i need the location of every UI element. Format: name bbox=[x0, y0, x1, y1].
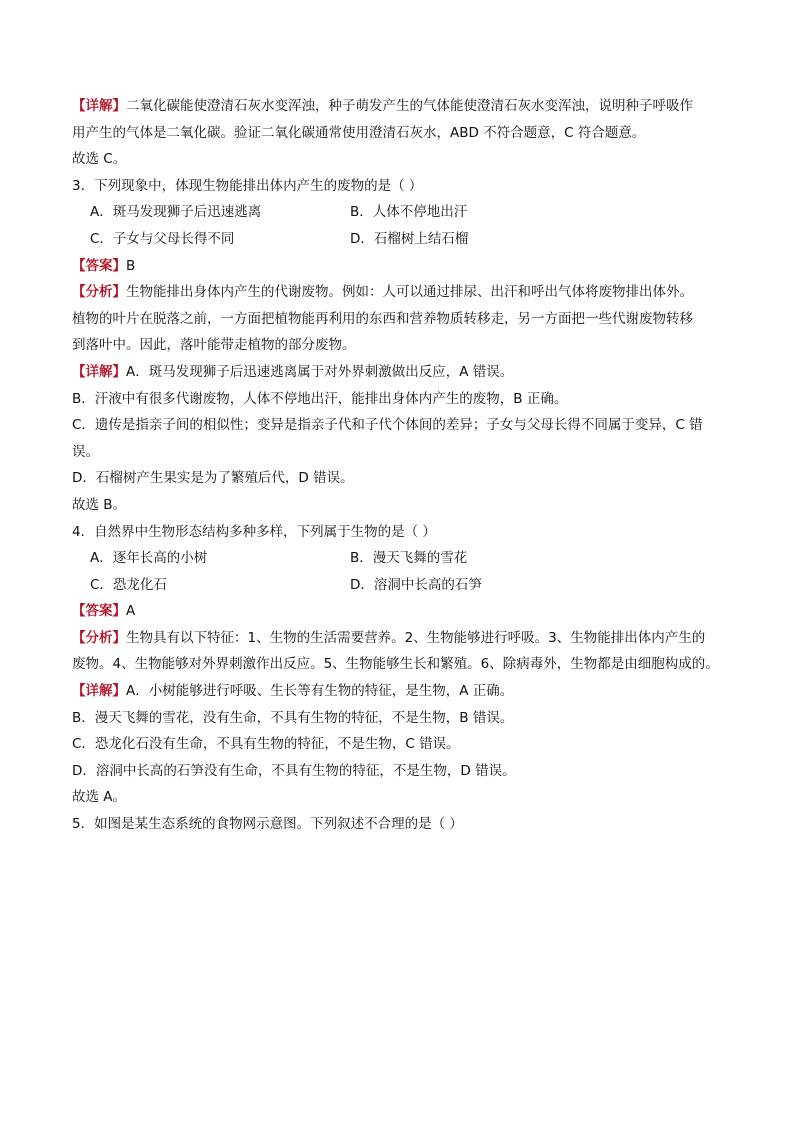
q3-option-c: C．子女与父母长得不同 bbox=[90, 230, 235, 247]
q2-explain-line-2: 用产生的气体是二氧化碳。验证二氧化碳通常使用澄清石灰水，ABD 不符合题意，C 符合题意。 bbox=[72, 124, 646, 141]
analysis-tag: 【分析】 bbox=[72, 629, 126, 646]
document-page bbox=[72, 93, 728, 838]
explain-tag: 【详解】 bbox=[72, 363, 126, 380]
answer-tag: 【答案】 bbox=[72, 257, 126, 274]
q4-analysis-text-1: 生物具有以下特征：1、生物的生活需要营养。2、生物能够进行呼吸。3、生物能排出体内产生的 bbox=[126, 629, 706, 646]
q4-option-b: B．漫天飞舞的雪花 bbox=[350, 550, 468, 567]
q4-option-c: C．恐龙化石 bbox=[90, 576, 167, 593]
q3-option-b: B．人体不停地出汗 bbox=[350, 204, 468, 221]
analysis-tag: 【分析】 bbox=[72, 284, 126, 301]
q3-options-row-2 bbox=[72, 226, 728, 253]
q3-stem: 3．下列现象中，体现生物能排出体内产生的废物的是（ ） bbox=[72, 177, 423, 194]
q3-analysis-line-2: 植物的叶片在脱落之前，一方面把植物能再利用的东西和营养物质转移走，另一方面把一些代谢废物转移 bbox=[72, 310, 693, 327]
q4-option-a: A．逐年长高的小树 bbox=[90, 550, 208, 567]
q4-analysis-line-2: 废物。4、生物能够对外界刺激作出反应。5、生物能够生长和繁殖。6、除病毒外，生物都是由细胞构成的。 bbox=[72, 656, 719, 673]
explain-tag: 【详解】 bbox=[72, 683, 126, 700]
q3-analysis-line-3: 到落叶中。因此，落叶能带走植物的部分废物。 bbox=[72, 337, 356, 354]
q4-analysis-line-1 bbox=[72, 625, 728, 652]
q4-conclusion: 故选 A。 bbox=[72, 789, 127, 806]
explain-tag: 【详解】 bbox=[72, 98, 126, 114]
q4-explain-line-c: C．恐龙化石没有生命，不具有生物的特征，不是生物，C 错误。 bbox=[72, 736, 460, 753]
q3-analysis-line-1 bbox=[72, 279, 728, 306]
q3-conclusion: 故选 B。 bbox=[72, 496, 127, 513]
q3-options-row-1 bbox=[72, 199, 728, 226]
q3-answer-value: B bbox=[126, 257, 136, 274]
q3-analysis-text-1: 生物能排出身体内产生的代谢废物。例如：人可以通过排尿、出汗和呼出气体将废物排出体外。 bbox=[126, 284, 693, 301]
q4-explain-line-a bbox=[72, 678, 728, 705]
q3-answer bbox=[72, 253, 728, 280]
q4-options-row-1 bbox=[72, 545, 728, 572]
q4-answer bbox=[72, 598, 728, 625]
q3-option-d: D．石榴树上结石榴 bbox=[350, 230, 469, 247]
q4-option-d: D．溶洞中长高的石笋 bbox=[350, 576, 482, 593]
q5-stem: 5．如图是某生态系统的食物网示意图。下列叙述不合理的是（ ） bbox=[72, 816, 463, 833]
q2-conclusion: 故选 C。 bbox=[72, 151, 127, 168]
q3-explain-text-a: A．斑马发现狮子后迅速逃离属于对外界刺激做出反应，A 错误。 bbox=[126, 363, 514, 380]
q2-explain-text-1: 二氧化碳能使澄清石灰水变浑浊，种子萌发产生的气体能使澄清石灰水变浑浊，说明种子呼吸作 bbox=[126, 98, 693, 114]
q3-option-a: A．斑马发现狮子后迅速逃离 bbox=[90, 204, 262, 221]
q4-explain-text-a: A．小树能够进行呼吸、生长等有生物的特征，是生物，A 正确。 bbox=[126, 683, 514, 700]
q4-options-row-2 bbox=[72, 572, 728, 599]
q3-explain-line-c2: 误。 bbox=[72, 443, 99, 460]
q4-explain-line-b: B．漫天飞舞的雪花，没有生命，不具有生物的特征，不是生物，B 错误。 bbox=[72, 709, 514, 726]
q2-explain-line-1 bbox=[72, 93, 728, 120]
q4-stem: 4．自然界中生物形态结构多种多样，下列属于生物的是（ ） bbox=[72, 523, 436, 540]
q4-answer-value: A bbox=[126, 603, 136, 620]
q3-explain-line-c1: C．遗传是指亲子间的相似性；变异是指亲子代和子代个体间的差异；子女与父母长得不同属于变异，C 错 bbox=[72, 417, 703, 434]
answer-tag: 【答案】 bbox=[72, 603, 126, 620]
q3-explain-line-d: D．石榴树产生果实是为了繁殖后代，D 错误。 bbox=[72, 470, 354, 487]
q3-explain-line-b: B．汗液中有很多代谢废物，人体不停地出汗，能排出身体内产生的废物，B 正确。 bbox=[72, 390, 568, 407]
q4-explain-line-d: D．溶洞中长高的石笋没有生命，不具有生物的特征，不是生物，D 错误。 bbox=[72, 762, 516, 779]
q3-explain-line-a bbox=[72, 359, 728, 386]
